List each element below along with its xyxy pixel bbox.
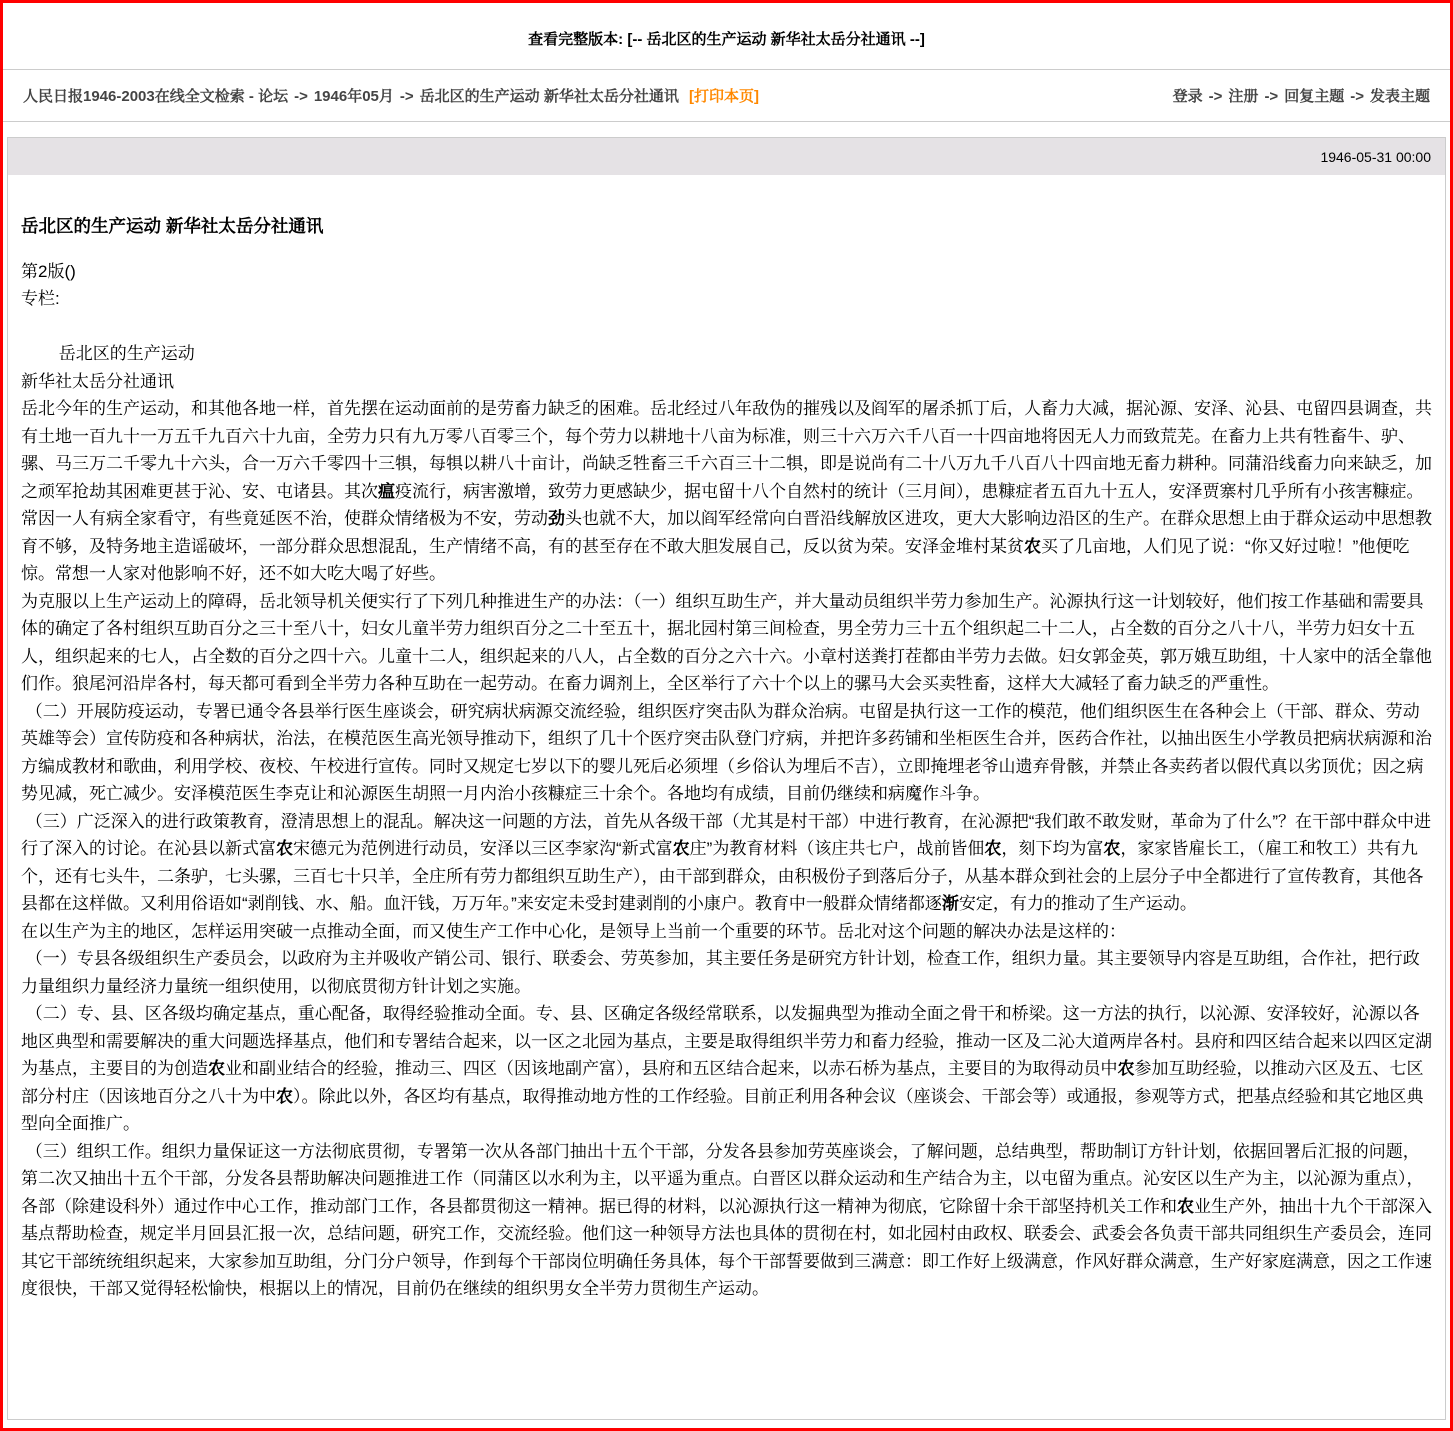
user-links-items-link-0[interactable]: 登录 — [1172, 88, 1203, 105]
arrow-separator: -> — [399, 88, 414, 105]
article-paragraph: （一）专县各级组织生产委员会，以政府为主并吸收产销公司、银行、联委会、劳英参加，其主要任务是研究方针计划，检查工作，组织力量。其主要领导内容是互助组，合作社，把行政力量组织力量经济力量统一组织使用，以彻底贯彻方针计划之实施。 — [21, 949, 1420, 996]
article-paragraph: 岳北今年的生产运动，和其他各地一样，首先摆在运动面前的是劳畜力缺乏的困难。岳北经过八年敌伪的摧残以及阎军的屠杀抓丁后，人畜力大减，据沁源、安泽、沁县、屯留四县调查，共有土地一百九十一万五千九百六十九亩，全劳力只有九万零八百零三个，每个劳力以耕地十八亩为标准，则三十六万六千八百一十四亩地将因无人力而致荒芜。在畜力上共有牲畜牛、驴、骡、马三万二千零九十六头，合一万六千零四十三犋，每犋以耕八十亩计，尚缺乏牲畜三千六百三十二犋，即是说尚有二十八万九千八百八十四亩地无畜力耕种。同蒲沿线畜力向来缺乏，加之顽军抢劫其困难更甚于沁、安、屯诸县。其次瘟疫流行，病害激增，致劳力更感缺少，据屯留十八个自然村的统计（三月间），患糠症者五百九十五人，安泽贾寨村几乎所有小孩害糠症。常因一人有病全家看守，有些竟延医不治，使群众情绪极为不安，劳动劲头也就不大，加以阎军经常向白晋沿线解放区进攻，更大大影响边沿区的生产。在群众思想上由于群众运动中思想教育不够，及特务地主造谣破坏，一部分群众思想混乱，生产情绪不高，有的甚至存在不敢大胆发展自己，反以贫为荣。安泽金堆村某贫农买了几亩地，人们见了说：“你又好过啦！”他便吃惊。常想一人家对他影响不好，还不如大吃大喝了好些。 — [21, 399, 1432, 583]
article-subtitle: 岳北区的生产运动 — [21, 344, 195, 363]
article-paragraphs — [21, 395, 1432, 1303]
breadcrumb — [23, 85, 759, 106]
article-paragraph: （二）专、县、区各级均确定基点，重心配备，取得经验推动全面。专、县、区确定各级经常联系，以发掘典型为推动全面之骨干和桥梁。这一方法的执行，以沁源、安泽较好，沁源以各地区典型和需要解决的重大问题选择基点，他们和专署结合起来，以一区之北园为基点，主要是取得组织半劳力和畜力经验，推动一区及二沁大道两岸各村。县府和四区结合起来以四区定湖为基点，主要目的为创造农业和副业结合的经验，推动三、四区（因该地副产富），县府和五区结合起来，以赤石桥为基点，主要目的为取得动员中农参加互助经验，以推动六区及五、七区部分村庄（因该地百分之八十为中农）。除此以外，各区均有基点，取得推动地方性的工作经验。目前正利用各种会议（座谈会、干部会等）或通报，参观等方式，把基点经验和其它地区典型向全面推广。 — [21, 1004, 1432, 1133]
post-container — [7, 137, 1446, 1420]
article-paragraph: （二）开展防疫运动，专署已通令各县举行医生座谈会，研究病状病源交流经验，组织医疗突击队为群众治病。屯留是执行这一工作的模范，他们组织医生在各种会上（干部、群众、劳动英雄等会）宣传防疫和各种病状，治法，在模范医生高光领导推动下，组织了几十个医疗突击队登门疗病，并把许多药铺和坐柜医生合并，医药合作社，以抽出医生小学教员把病状病源和治方编成教材和歌曲，利用学校、夜校、午校进行宣传。同时又规定七岁以下的婴儿死后必须埋（乡俗认为埋后不吉），立即掩埋老爷山遗弃骨骸，并禁止各卖药者以假代真以劣顶优；因之病势见减，死亡减少。安泽模范医生李克让和沁源医生胡照一月内治小孩糠症三十余个。各地均有成绩，目前仍继续和病魔作斗争。 — [21, 701, 1432, 803]
article-column-label: 专栏: — [21, 289, 60, 308]
arrow-separator: -> — [1350, 88, 1364, 105]
article-title: 岳北区的生产运动 新华社太岳分社通讯 — [21, 216, 324, 236]
nav-row — [3, 70, 1450, 122]
user-links-items-link-3[interactable]: 发表主题 — [1369, 88, 1430, 105]
user-links — [1173, 85, 1430, 106]
breadcrumb-links-link-2[interactable]: 岳北区的生产运动 新华社太岳分社通讯 — [419, 88, 679, 105]
article-byline: 新华社太岳分社通讯 — [21, 371, 174, 391]
blank-line — [21, 313, 1432, 341]
user-links-items-link-2[interactable]: 回复主题 — [1284, 88, 1345, 105]
post-date: 1946-05-31 00:00 — [1320, 148, 1431, 165]
article-paragraph: （三）组织工作。组织力量保证这一方法彻底贯彻，专署第一次从各部门抽出十五个干部，分发各县参加劳英座谈会，了解问题，总结典型，帮助制订方针计划，依据回署后汇报的问题，第二次又抽出十五个干部，分发各县帮助解决问题推进工作（同蒲区以水利为主，以平遥为重点。白晋区以群众运动和生产结合为主，以屯留为重点。沁安区以生产为主，以沁源为重点），各部（除建设科外）通过作中心工作，推动部门工作，各县都贯彻这一精神。据已得的材料，以沁源执行这一精神为彻底，它除留十余干部坚持机关工作和农业生产外，抽出十九个干部深入基点帮助检查，规定半月回县汇报一次，总结问题，研究工作，交流经验。他们这一种领导方法也具体的贯彻在村，如北园村由政权、联委会、武委会各负责干部共同组织生产委员会，连同其它干部统统组织起来，大家参加互助组，分门分户领导，作到每个干部岗位明确任务具体，每个干部誓要做到三满意：即工作好上级满意，作风好群众满意，生产好家庭满意，因之工作速度很快，干部又觉得轻松愉快，根据以上的情况，目前仍在继续的组织男女全半劳力贯彻生产运动。 — [21, 1141, 1432, 1298]
article-edition: 第2版() — [21, 261, 76, 281]
user-links-items-link-1[interactable]: 注册 — [1228, 88, 1259, 105]
view-full-version-header: 查看完整版本: [-- 岳北区的生产运动 新华社太岳分社通讯 --] — [528, 31, 925, 48]
arrow-separator: -> — [1264, 88, 1279, 105]
breadcrumb-links-link-0[interactable]: 人民日报1946-2003在线全文检索 - 论坛 — [23, 88, 289, 105]
arrow-separator: -> — [1208, 88, 1223, 105]
breadcrumb-links — [23, 88, 679, 105]
post-body — [8, 175, 1445, 1303]
post-header-bar — [8, 138, 1445, 175]
arrow-separator: -> — [294, 88, 308, 105]
article-paragraph: 为克服以上生产运动上的障碍，岳北领导机关便实行了下列几种推进生产的办法：（一）组织互助生产，并大量动员组织半劳力参加生产。沁源执行这一计划较好，他们按工作基础和需要具体的确定了各村组织互助百分之三十至八十，妇女儿童半劳力组织百分之二十至五十，据北园村第三间检查，男全劳力三十五个组织起二十二人，占全数的百分之八十八，半劳力妇女十五人，组织起来的七人，占全数的百分之四十六。儿童十二人，组织起来的八人，占全数的百分之六十六。小章村送粪打茬都由半劳力去做。妇女郭金英，郭万娥互助组，十人家中的活全靠他们作。狼尾河沿岸各村，每天都可看到全半劳力各种互助在一起劳动。在畜力调剂上，全区举行了六十个以上的骡马大会买卖牲畜，这样大大减轻了畜力缺乏的严重性。 — [21, 591, 1432, 693]
breadcrumb-links-link-1[interactable]: 1946年05月 — [313, 88, 394, 105]
article-paragraph: （三）广泛深入的进行政策教育，澄清思想上的混乱。解决这一问题的方法，首先从各级干部（尤其是村干部）中进行教育，在沁源把“我们敢不敢发财，革命为了什么”？在干部中群众中进行了深入的讨论。在沁县以新式富农宋德元为范例进行动员，安泽以三区李家沟“新式富农庄”为教育材料（该庄共七户，战前皆佃农，刻下均为富农，家家皆雇长工，（雇工和牧工）共有九个，还有七头牛，二条驴，七头骡，三百七十只羊，全庄所有劳力都组织互助生产），由干部到群众，由积极份子到落后分子，从基本群众到社会的上层分子中全都进行了宣传教育，其他各县都在这样做。又利用俗语如“剥削钱、水、船。血汗钱，万万年。”来安定未受封建剥削的小康户。教育中一般群众情绪都逐渐安定，有力的推动了生产运动。 — [21, 811, 1432, 913]
user-links-items — [1173, 88, 1430, 105]
article-paragraph: 在以生产为主的地区，怎样运用突破一点推动全面，而又使生产工作中心化，是领导上当前一个重要的环节。岳北对这个问题的解决办法是这样的： — [21, 921, 1126, 941]
print-page-link[interactable]: [打印本页] — [689, 88, 760, 105]
